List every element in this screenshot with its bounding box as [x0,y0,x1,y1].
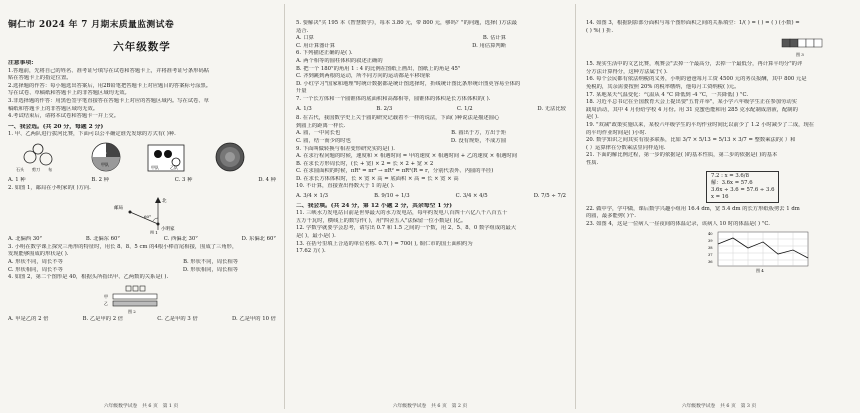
question-16-cont: 免税的，其余需要按照 20% 的税率缴纳，他每月工资纳税( )元。 [586,83,740,90]
question-4: 4. 如图 2，第二个图形是 40，根据头所指出甲、乙两数的关系是( ). [8,274,169,281]
option-b[interactable]: B. 北偏东 60° [85,236,121,243]
option-c[interactable]: C. 西偏北 30° [163,236,198,243]
option-a[interactable]: A. 在求行程问题的时候，速度和 × 相遇时间 = 甲的速度 × 相遇时间 + 乙的速度 × 相遇时间 [296,153,518,160]
fig-label: 邮局 [114,206,123,212]
question-2: 2. 如图 1，邮局在小明家的( )方向. [8,184,91,191]
question-10: 10. 不计算，直接查出得数大于 1 的是( ). [296,183,395,190]
q3-options-row-1 [8,259,238,267]
q7-options [296,106,566,114]
fig-label: 乙 [104,300,108,306]
option-a[interactable]: A. 形状不同，周长不等 [8,258,63,265]
option-d[interactable]: D. 7/5 ÷ 7/2 [533,193,566,200]
question-17: 17. 某地某天气温变化：气温从 4 °C 降低到 -4 °C，一共降低( ) °C. [586,91,749,98]
page-column-1 [0,0,282,413]
question-9: 9. 下面叫做转换与相差变形研究实的是( ). [296,145,395,152]
q1-options [8,177,276,185]
question-3-cont: 发现能够围成的形状是( ). [8,251,69,258]
question-19-cont: 的平均作业时间是( )小时. [586,129,647,136]
q1-figure [8,141,270,175]
option-b[interactable]: B. 形状不同，周长相等 [183,258,238,265]
option-d[interactable]: D. 小红学习"国家和地理"时统计数据都是统计图选择时，折线统计图比条形统计图更容易全体的 [296,80,521,87]
option-d[interactable]: D. 用估算判断 [472,42,506,49]
rock-paper-scissors-illustration [16,144,52,172]
option-b[interactable]: B. 在求长方形周长时，(长 + 宽) × 2 = 长 × 2 + 宽 × 2 [296,160,434,167]
fig-caption: 图 2 [128,308,136,314]
option-c[interactable]: C. 乙是甲的 3 倍 [157,315,198,322]
q14-shaded-figure [586,37,848,59]
fig-label: 甲 [104,293,108,299]
coin-icon [216,143,244,171]
option-a[interactable]: A. 1/3 [296,105,312,112]
q23-temperature-chart [586,230,848,274]
option-a[interactable]: A. 1 种 [8,176,26,183]
question-13: 13. 在括号里填上合适的单位名称. 0.7( ) = 700( ), 铜仁市的国土面积约为 [296,240,473,247]
q5-options-row-2 [296,43,506,51]
q2-options [8,236,276,244]
question-22-cont: 的圆，最多能剪( )个. [586,213,636,220]
option-a[interactable]: A. 两个相等的圆柱体积的叙述正确的 [296,57,383,64]
notice-title: 注意事项: [8,60,34,66]
q10-options [296,193,566,201]
question-12: 12. 学数学就要学会思考，请写出 0.7 和 1.5 之间的一个数，用 2、5、8、0 数字组成的最大 [296,225,517,232]
fig-label: 石头 [16,166,24,172]
option-d[interactable]: D. 形状相同，周长相等 [182,266,238,273]
q8-options-row-1 [296,130,506,138]
y-tick-label: 37 [708,253,713,258]
fig-label: 乙队 [170,164,178,170]
question-11-cont: 五万千瓦时，横线上的数写作( )，用"四舍五入"法保留一位小数是( )亿。 [296,217,467,224]
question-22: 22. 做中学，学中做，课后数学兴趣小组用 16.4 dm，宽 5.4 dm 的长方形纸板剪去 1 dm [586,205,800,212]
page-column-3 [578,0,860,413]
notice-line: 稿纸和答题卡上的非答题区域均无效。 [8,105,99,112]
option-d[interactable]: D. 4 种 [258,176,276,183]
subject-title: 六年级数学 [113,41,171,53]
option-c[interactable]: C. 圆，结一而少的时也 [296,137,351,144]
fig-label: 布 [48,166,52,172]
question-20: 20. 数学知识之间其实有很多联系，比如 3/7 × 5/13 = 5/13 × 3/7 = 整数乘法的( ）和 [586,137,796,144]
question-14-cont: ( ) %( ) 折. [586,27,614,34]
fig-caption: 图 3 [796,52,804,58]
question-8: 8. 在古代，我国数学史上关于圆的研究记载着不一样的说法，下面( )种说法是描述圆心 [296,115,500,122]
option-b[interactable]: B. 2/3 [376,105,393,112]
option-c[interactable]: C. 3 种 [174,176,193,183]
fig-label: 甲队 [151,164,159,170]
y-tick-label: 36 [708,260,713,265]
ball-box-illustration [148,145,184,171]
question-20-cont: ( ）运算律在分数乘法里同样适用. [586,144,666,151]
q4-figure [8,284,270,314]
option-a[interactable]: A. 北偏西 30° [8,236,43,243]
solution-line: 解：3.6x = 57.6 [711,179,753,186]
notice-list [8,68,276,121]
question-12-cont: 是( )，最小是( ). [296,233,336,240]
option-c[interactable]: C. 3/4 × 4/5 [455,193,488,200]
option-d[interactable]: D. 无法比较 [537,105,566,112]
option-c[interactable]: C. 1/2 [456,105,473,112]
page-footer: 六年级数学试卷 共 6 页 第 2 页 [392,404,468,409]
option-a[interactable]: A. 3/4 × 1/3 [296,193,329,200]
solution-line: 3.6x ÷ 3.6 = 57.6 ÷ 3.6 [711,186,775,193]
question-21: 21. 下面的解比例过程，第一步的依据是( )的基本性质，第二步的依据是( )的基本 [586,152,778,159]
column-divider [284,4,285,409]
y-tick-label: 38 [708,246,713,251]
fig-caption: 图 4 [756,268,764,274]
q3-options-row-2 [8,267,238,275]
option-a[interactable]: A. 口算 [296,35,314,42]
fig-caption: 图 1 [150,230,158,235]
option-d[interactable]: D. 东偏北 60° [241,236,276,243]
solution-line: x = 16 [711,193,729,200]
question-19: 19. "双减"政策实施以来，某校六年级学生的平均作业时间比以前少了 1.2 小时减少了二成，现在 [586,121,815,128]
fig-label: 乙队 [99,148,107,154]
question-13-cont: 17.62 万( ). [296,248,326,255]
fig-label: 北 [162,199,167,205]
section-1-title: 一、我会选。(共 20 分，每题 2 分) [8,123,104,130]
notice-line: 写在试卷、草稿纸和答题卡上的非答题区域均无效。 [8,90,130,97]
question-3: 3. 小明在数学课上探究三角形的特征时，用长 8、8、5 cm 的4根小棒首尾相接，围成了三角形， [8,243,238,250]
question-5: 5. 要解决"买 195 本《智慧数学》，每本 3.80 元，带 800 元，够吗？"的问题，选择( )方法最 [296,20,518,26]
fig-label: 小明家 [161,227,175,233]
question-6: 6. 下列描述正确的是( ). [296,50,353,57]
y-tick-label: 40 [708,232,713,237]
option-b[interactable]: B. 圆出于方，方出于矩 [451,130,506,137]
question-1: 1. 甲、乙两队进行拔河比赛，下面可以公平确定谁先发球的方式有( )种. [8,131,176,138]
notice-line: 1.答题前，先将自己的姓名、准考证号填写在试卷和答题卡上，并将准考证号条形码粘 [8,67,210,74]
exam-title: 铜仁市 2024 年 7 月期末质量监测试卷 [8,20,175,30]
solution-steps [706,171,779,203]
question-15: 15. 现实生活中的文艺比赛，观赛会"去掉一个最高分，去掉一个最低分，再计算平均分"的评 [586,61,803,68]
question-16: 16. 每个公民都有依法纳税的义务，小明的爸爸每月工资 4500 元的务员报酬，其中 800 元是 [586,76,807,83]
question-18-cont: 是( ). [586,114,599,121]
option-c[interactable]: C. 在求圆面积的时候，πR² = πr² → πR² = πR²(R = r，分别代表外、内圆的半径) [296,168,494,175]
notice-line: 2.选择题的作答：每小题选出答案后，用2B铅笔把答题卡上对应题目的答案标号涂黑。 [8,82,212,89]
q8-options-row-2 [296,138,506,146]
question-14: 14. 如图 3，根据阴影部分面积与每个图形面积之间的关系填空：1/( ) = ( ) = ( ) (小数) = [586,20,800,26]
option-b[interactable]: B. 乙是甲的 2 倍 [82,315,124,322]
question-23: 23. 如图 4，这是一位病人一昼夜间的体温记录，该病人 10 时的体温是( ) °C. [586,220,770,227]
question-18: 18. 习近平总书记在全国教育大会上提出要"五育并举"，某小学六年级学生正在参加劳动实 [586,99,797,106]
page-footer: 六年级数学试卷 共 6 页 第 1 页 [103,404,179,409]
question-7: 7. 一个长方体和一个圆锥体的底面积和高都相等，圆锥体的体积是长方体体积的( ). [296,95,491,102]
question-18-cont: 践周活动，其中 4 月份给学校 4 月份。用 31 克蜜色能和用 285 克水配制成溶液，配制的 [586,106,798,113]
question-15-cont: 分方法计算得分，这种方法属于( ). [586,68,668,75]
fig-label: 剪刀 [32,166,40,172]
option-d[interactable]: D. 乙是甲的 10 倍 [231,315,276,322]
notice-line: 4.考试结束后，请将本试卷和答题卡一并上交。 [8,113,119,120]
page-column-2 [288,0,572,413]
section-2-title: 二、我会填。(共 24 分，第 12 小题 2 分，其余每空 1 分) [296,202,452,209]
spinner-illustration [92,143,120,171]
option-b[interactable]: B. 把一个 180°的角用 1 : 4 的比例在图纸上画出，图纸上的角是 45° [296,65,461,72]
option-d[interactable]: D. 在求长方体体积时，长 × 宽 × 高 = 底面积 × 高 = 长 × 宽 × 高 [296,175,459,182]
option-b[interactable]: B. 2 种 [91,176,109,183]
q2-direction-figure [8,194,270,234]
option-a[interactable]: A. 甲是乙的 2 倍 [8,315,49,322]
question-8-cont: 到圆上的距离一样长. [296,122,346,129]
solution-line: 7.2 : x = 3.6/8 [711,172,749,179]
column-divider [575,4,576,409]
option-d[interactable]: D. 没有规矩，不成方圆 [450,137,506,144]
option-d-cont: 升量 [296,88,307,95]
y-tick-label: 39 [708,239,713,244]
question-11: 11. 三峡水力发电站目前是世界最大的水力发电站，每年约发电八百四十六亿八千八百五十 [296,210,508,217]
page-footer: 六年级数学试卷 共 6 页 第 3 页 [681,404,757,409]
option-c[interactable]: C. 用计算器计算 [296,42,336,49]
notice-line: 3.非选择题的作答：用黑色签字笔直接答在答题卡上对应的答题区域内。写在试卷、草 [8,97,210,104]
q21-solution-box [706,171,854,203]
option-c[interactable]: C. 齐到跳到两根的运动，所不同方向的运动都是平移现象 [296,73,431,80]
question-5-cont: 适合. [296,27,309,34]
option-b[interactable]: B. 估计算 [482,35,506,42]
q4-options [8,316,276,324]
fig-label: 甲队 [101,161,109,167]
fig-label: 60° [144,214,152,220]
notice-line: 贴在答题卡上的指定位置。 [8,75,72,82]
option-a[interactable]: A. 圆，一中同长也 [296,130,341,137]
option-c[interactable]: C. 形状相同，周长不等 [8,266,63,273]
option-b[interactable]: B. 9/10 ÷ 1/3 [374,193,410,200]
q5-options-row-1 [296,35,506,43]
question-21-cont: 性质. [586,159,599,166]
